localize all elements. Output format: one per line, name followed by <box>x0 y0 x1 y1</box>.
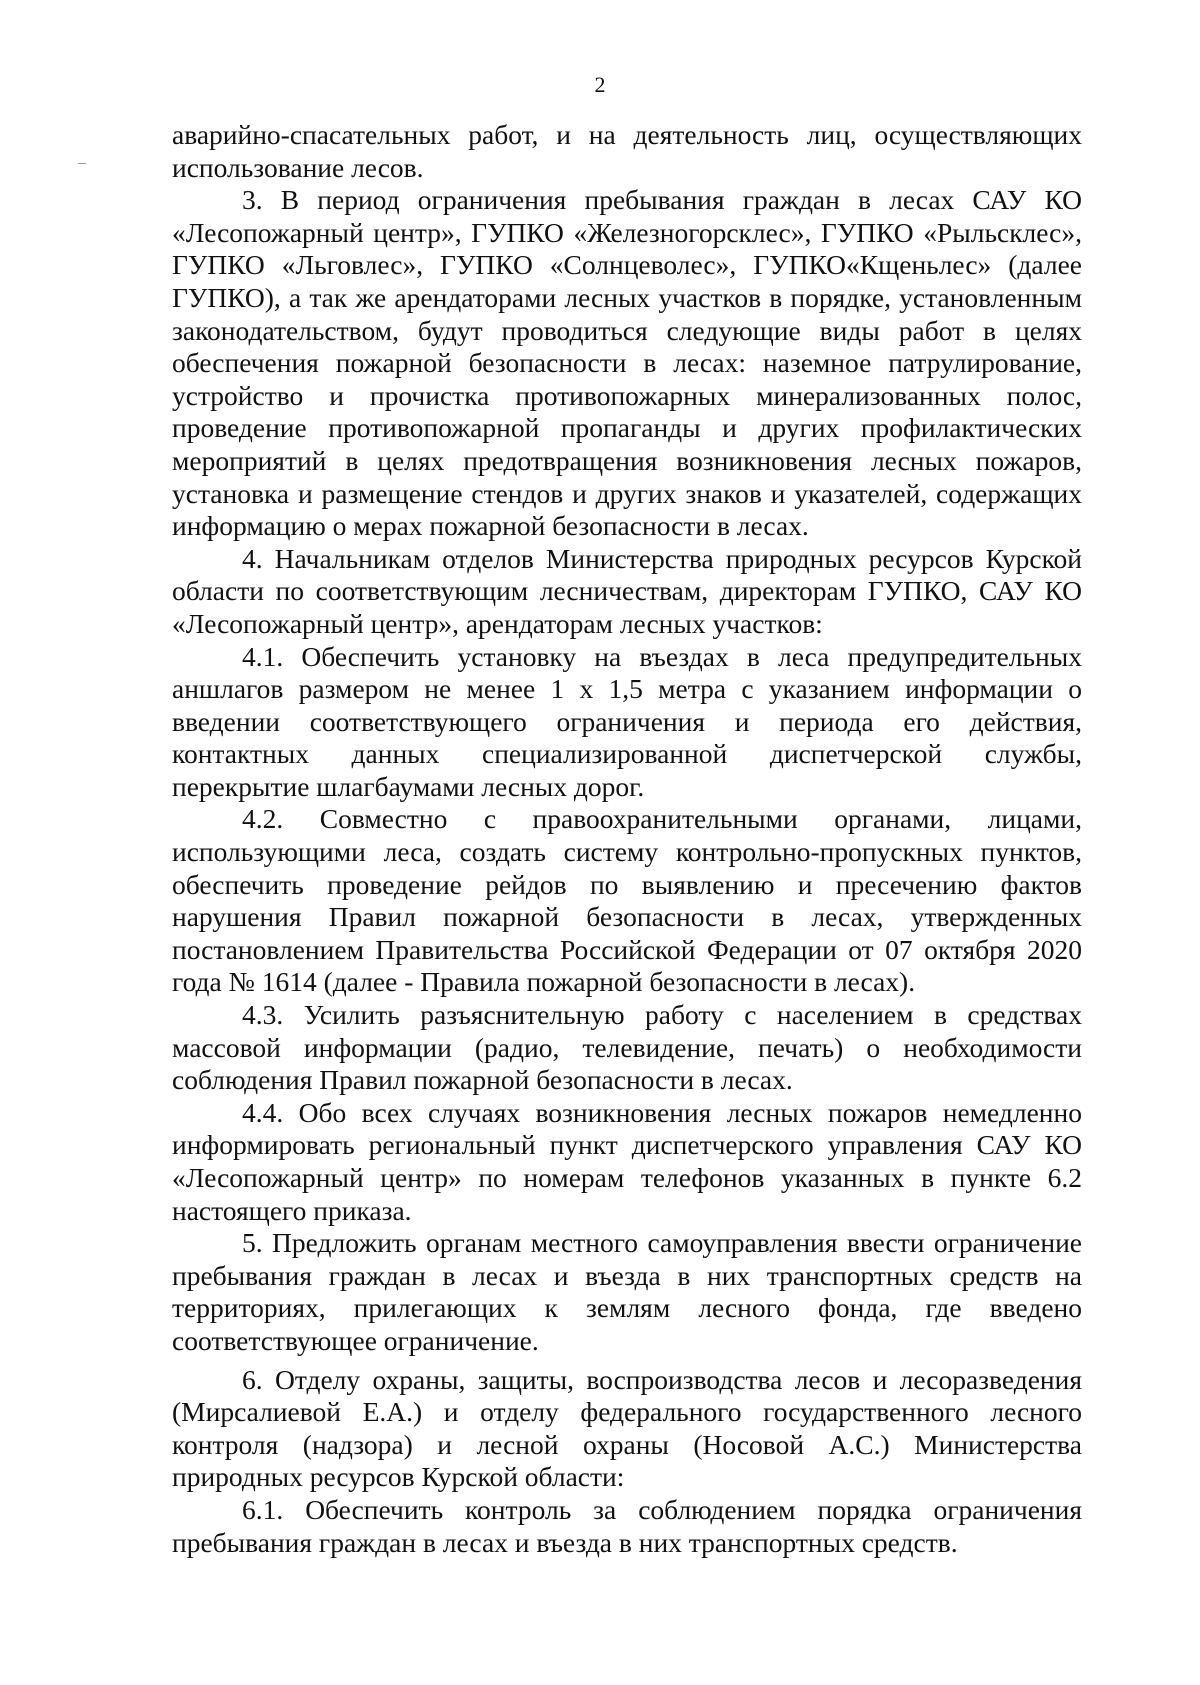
paragraph-item-5: 5. Предложить органам местного самоуправления ввести ограничение пребывания граждан в лесах и въезда в них транспортных средств на территориях, прилегающих к землям лесного фонда, где введено соответствующее ограничение. <box>172 1227 1082 1356</box>
document-body <box>172 119 1082 1559</box>
paragraph-item-6-1: 6.1. Обеспечить контроль за соблюдением порядка ограничения пребывания граждан в лесах и въезда в них транспортных средств. <box>172 1493 1082 1558</box>
scan-artifact <box>78 163 86 164</box>
page-number: 2 <box>594 72 606 97</box>
paragraph-item-4-3: 4.3. Усилить разъяснительную работу с населением в средствах массовой информации (радио, телевидение, печать) о необходимости соблюдения Правил пожарной безопасности в лесах. <box>172 999 1082 1096</box>
paragraph-item-3: 3. В период ограничения пребывания граждан в лесах САУ КО «Лесопожарный центр», ГУПКО «Железногорсклес», ГУПКО «Рыльсклес», ГУПКО «Льговлес», ГУПКО «Солнцеволес», ГУПКО«Кщеньлес» (далее ГУПКО), а так же арендаторами лесных участков в порядке, установленным законодательством, будут проводиться следующие виды работ в целях обеспечения пожарной безопасности в лесах: наземное патрулирование, устройство и прочистка противопожарных минерализованных полос, проведение противопожарной пропаганды и других профилактических мероприятий в целях предотвращения возникновения лесных пожаров, установка и размещение стендов и других знаков и указателей, содержащих информацию о мерах пожарной безопасности в лесах. <box>172 184 1082 542</box>
paragraph-item-4-2: 4.2. Совместно с правоохранительными органами, лицами, использующими леса, создать систему контрольно-пропускных пунктов, обеспечить проведение рейдов по выявлению и пресечению фактов нарушения Правил пожарной безопасности в лесах, утвержденных постановлением Правительства Российской Федерации от 07 октября 2020 года № 1614 (далее - Правила пожарной безопасности в лесах). <box>172 803 1082 998</box>
paragraph-item-4-1: 4.1. Обеспечить установку на въездах в леса предупредительных аншлагов размером не менее 1 х 1,5 метра с указанием информации о введении соответствующего ограничения и периода его действия, контактных данных специализированной диспетчерской службы, перекрытие шлагбаумами лесных дорог. <box>172 640 1082 802</box>
paragraph-item-6: 6. Отделу охраны, защиты, воспроизводства лесов и лесоразведения (Мирсалиевой Е.А.) и отделу федерального государственного лесного контроля (надзора) и лесной охраны (Носовой А.С.) Министерства природных ресурсов Курской области: <box>172 1363 1082 1493</box>
paragraph-item-4: 4. Начальникам отделов Министерства природных ресурсов Курской области по соответствующим лесничествам, директорам ГУПКО, САУ КО «Лесопожарный центр», арендаторам лесных участков: <box>172 542 1082 639</box>
paragraph-item-4-4: 4.4. Обо всех случаях возникновения лесных пожаров немедленно информировать региональный пункт диспетчерского управления САУ КО «Лесопожарный центр» по номерам телефонов указанных в пункте 6.2 настоящего приказа. <box>172 1096 1082 1226</box>
paragraph-continuation: аварийно-спасательных работ, и на деятельность лиц, осуществляющих использование лесов. <box>172 119 1082 183</box>
